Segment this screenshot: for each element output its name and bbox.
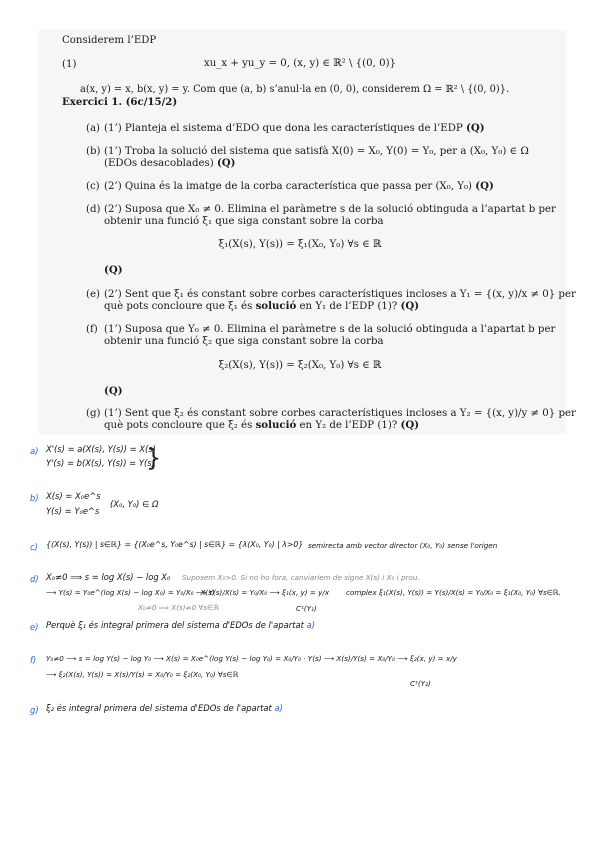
- item-g-line2: què pots concloure que ξ₂ és solució en Υ₂ de l’EDP (1)? (Q): [104, 419, 420, 431]
- item-f-label: (f): [86, 324, 98, 335]
- hw-f-line1: Y₀≠0 ⟶ s = log Y(s) − log Y₀ ⟶ X(s) = X₀e^(log Y(s) − log Y₀) = X₀/Y₀ · Y(s) ⟶ X(s)/Y(s) = X₀/Y₀ ⟶ ξ₂(x, y) = x/y: [46, 654, 457, 663]
- item-f-formula: ξ₂(X(s), Y(s)) = ξ₂(X₀, Y₀) ∀s ∈ ℝ: [218, 360, 382, 371]
- q-mark: (Q): [216, 157, 236, 169]
- hw-g-text: ξ₂ és integral primera del sistema d'EDOs de l'apartat a): [46, 703, 283, 713]
- system-brace: }: [146, 444, 162, 472]
- intro-text: Considerem l’EDP: [62, 35, 157, 46]
- hw-b-note: (X₀, Y₀) ∈ Ω: [110, 499, 159, 509]
- item-a-label: (a): [86, 123, 101, 134]
- pde-equation: xu_x + yu_y = 0, (x, y) ∈ ℝ² \ {(0, 0)}: [203, 58, 397, 69]
- item-d-formula: ξ₁(X(s), Y(s)) = ξ₁(X₀, Y₀) ∀s ∈ ℝ: [218, 239, 382, 250]
- context-text: a(x, y) = x, b(x, y) = y. Com que (a, b) s’anul·la en (0, 0), considerem Ω = ℝ² \ {(0, 0)}.: [80, 84, 510, 95]
- item-d-line1: (2’) Suposa que X₀ ≠ 0. Elimina el paràmetre s de la solució obtinguda a l’apartat b per: [104, 204, 556, 215]
- hw-b-label: b): [30, 493, 39, 503]
- hw-d-line2b: ⟶ Y(s)/X(s) = Y₀/X₀ ⟶ ξ₁(x, y) = y/x: [196, 588, 330, 597]
- item-g-label: (g): [86, 408, 101, 419]
- hw-d-under2: C¹(Υ₁): [296, 604, 317, 613]
- hw-d-under1: X₀≠0 ⟹ X(s)≠0 ∀s∈ℝ: [138, 603, 220, 612]
- hw-c-text: {(X(s), Y(s)) | s∈ℝ} = {(X₀e^s, Y₀e^s) | s∈ℝ} = {λ(X₀, Y₀) | λ>0}: [46, 540, 304, 549]
- item-e-label: (e): [86, 289, 100, 300]
- hw-e-ref: a): [306, 620, 315, 630]
- hw-d-note: Suposem X₀>0. Si no ho fora, canviaríem de signe X(s) i X₀ i prou.: [182, 573, 420, 582]
- hw-g-label: g): [30, 705, 39, 715]
- item-c-text: (2’) Quina és la imatge de la corba característica que passa per (X₀, Y₀) (Q): [104, 180, 494, 192]
- item-e-line2: què pots concloure que ξ₁ és solució en Υ₁ de l’EDP (1)? (Q): [104, 300, 420, 312]
- q-mark: (Q): [466, 122, 485, 134]
- hw-b-line2: Y(s) = Y₀e^s: [46, 506, 100, 516]
- hw-d-label: d): [30, 574, 39, 584]
- hw-e-label: e): [30, 622, 39, 632]
- hw-d-line2a: ⟶ Y(s) = Y₀e^(log X(s) − log X₀) = Y₀/X₀ · X(s): [46, 588, 215, 597]
- q-mark: (Q): [400, 300, 420, 312]
- hw-f-under: C¹(Υ₂): [410, 679, 431, 688]
- item-c-label: (c): [86, 181, 100, 192]
- q-mark: (Q): [475, 180, 494, 192]
- hw-a-line2: Y'(s) = b(X(s), Y(s)) = Y(s): [46, 458, 155, 468]
- hw-b-line1: X(s) = X₀e^s: [46, 491, 101, 501]
- q-mark: (Q): [104, 385, 123, 397]
- hw-a-label: a): [30, 446, 39, 456]
- exercise-title: [62, 96, 177, 109]
- exercise-title-text: Exercici 1.: [62, 96, 123, 108]
- item-e-line1: (2’) Sent que ξ₁ és constant sobre corbes característiques incloses a Υ₁ = {(x, y)/x ≠ 0} per: [104, 289, 576, 300]
- item-f-line2: obtenir una funció ξ₂ que siga constant sobre la corba: [104, 336, 384, 347]
- equation-label: (1): [62, 59, 77, 70]
- hw-g-ref: a): [274, 703, 283, 713]
- hw-f-line2: ⟶ ξ₂(X(s), Y(s)) = X(s)/Y(s) = X₀/Y₀ = ξ₂(X₀, Y₀) ∀s∈ℝ: [46, 670, 239, 679]
- hw-d-line1: X₀≠0 ⟹ s = log X(s) − log X₀: [46, 572, 171, 582]
- item-b-label: (b): [86, 146, 101, 157]
- q-mark: (Q): [400, 419, 420, 431]
- item-d-line2: obtenir una funció ξ₁ que siga constant sobre la corba: [104, 216, 384, 227]
- hw-f-label: f): [30, 655, 37, 665]
- item-a-text: (1’) Planteja el sistema d’EDO que dona les característiques de l’EDP (Q): [104, 122, 485, 134]
- hw-c-label: c): [30, 542, 38, 552]
- item-f-line1: (1’) Suposa que Y₀ ≠ 0. Elimina el paràmetre s de la solució obtinguda a l’apartat b per: [104, 324, 556, 335]
- q-mark: (Q): [104, 264, 123, 276]
- item-b-line2: (EDOs desacoblades) (Q): [104, 157, 236, 169]
- hw-e-text: Perquè ξ₁ és integral primera del sistema d'EDOs de l'apartat a): [46, 620, 315, 630]
- hw-c-note: semirecta amb vector director (X₀, Y₀) sense l'origen: [308, 541, 498, 550]
- hw-a-line1: X'(s) = a(X(s), Y(s)) = X(s): [46, 444, 156, 454]
- hw-d-line2c: complex ξ₁(X(s), Y(s)) = Y(s)/X(s) = Y₀/X₀ = ξ₁(X₀, Y₀) ∀s∈ℝ.: [346, 588, 562, 597]
- item-d-label: (d): [86, 204, 101, 215]
- item-g-line1: (1’) Sent que ξ₂ és constant sobre corbes característiques incloses a Υ₂ = {(x, y)/y ≠ 0} per: [104, 408, 576, 419]
- exercise-title-meta: (6c/15/2): [125, 96, 178, 108]
- item-b-line1: (1’) Troba la solució del sistema que satisfà X(0) = X₀, Y(0) = Y₀, per a (X₀, Y₀) ∈ Ω: [104, 146, 529, 157]
